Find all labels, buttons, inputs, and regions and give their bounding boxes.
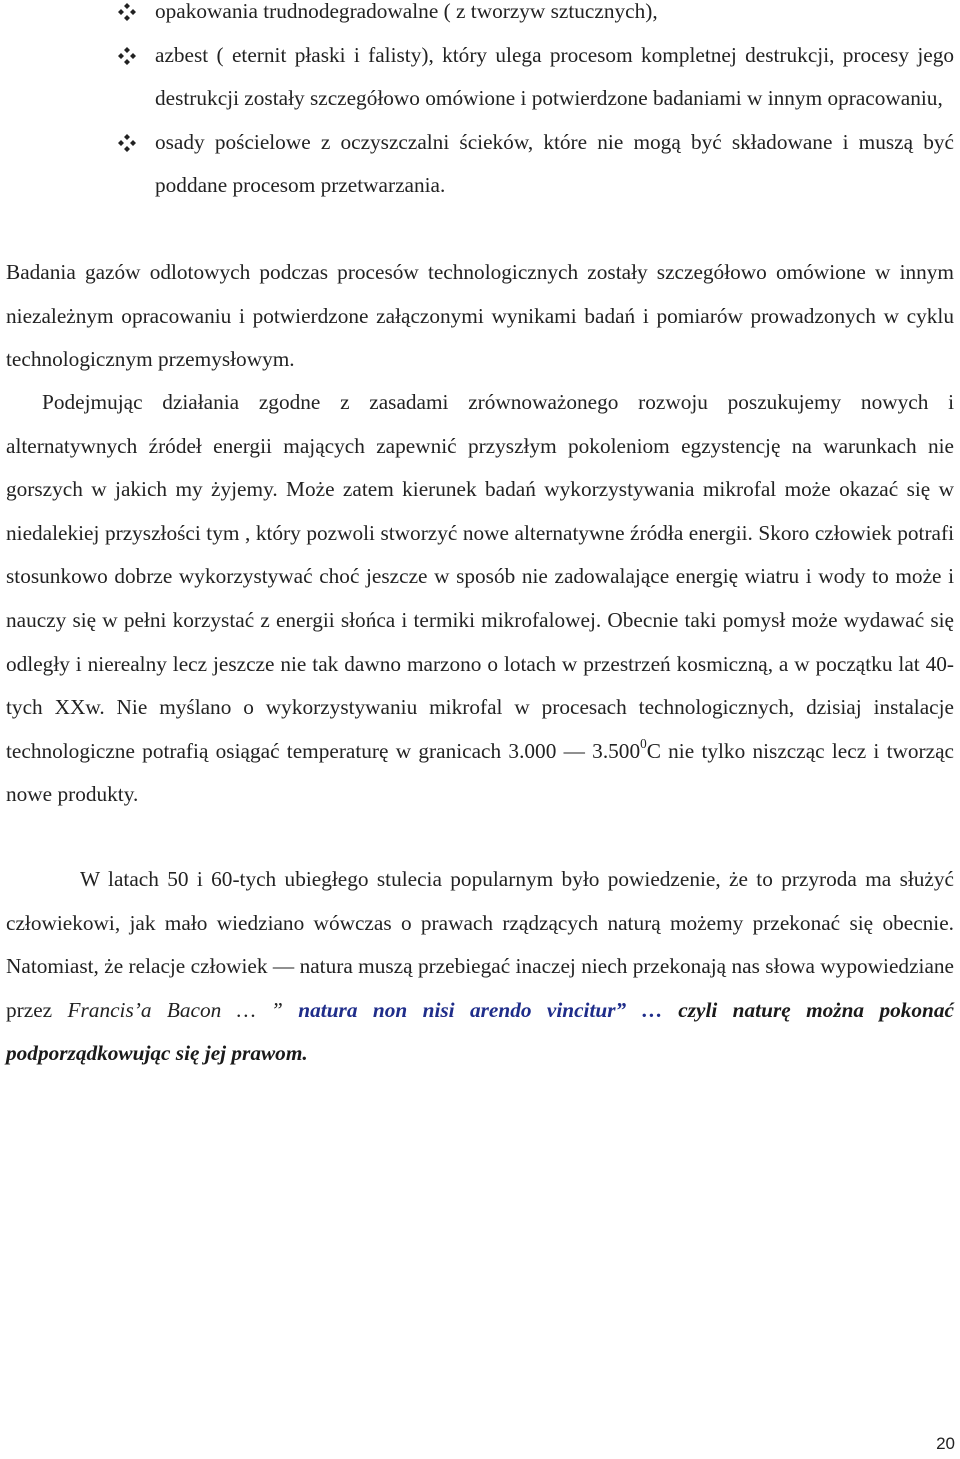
list-item [118,0,954,34]
four-diamond-bullet-icon [118,3,136,21]
latin-quote: natura non nisi arendo vincitur” … [298,997,663,1022]
four-diamond-bullet-icon [118,134,136,152]
degree-superscript: 0 [640,735,647,751]
quote-translation: czyli naturę można pokonać podporządkowując się jej prawom. [6,997,955,1066]
paragraph-text-end: C nie tylko niszcząc lecz i tworząc nowe produkty. [6,738,954,807]
bullet-text: osady pościelowe z oczyszczalni ścieków, które nie mogą być składowane i muszą być poddane procesom przetwarzania. [155,129,954,197]
list-item [118,34,954,121]
four-diamond-bullet-icon [118,47,136,65]
paragraph-text: W latach 50 i 60-tych ubiegłego stulecia popularnym było powiedzenie, że to przyroda ma służyć człowiekowi, jak mało wiedziano wówczas o prawach rządzących naturą możemy przekonać się obecnie. Natomiast, że relacje człowiek — natura muszą przebiegać inaczej niech przekonają nas słowa wypowiedziane przez [6,867,954,1022]
bullet-list [118,0,954,208]
paragraph-text: Podejmując działania zgodne z zasadami zrównoważonego rozwoju poszukujemy nowych i alternatywnych źródeł energii mających zapewnić przyszłym pokoleniom egzystencję na warunkach nie gorszych w jakich my żyjemy. Może zatem kierunek badań wykorzystywania mikrofal może okazać się w niedalekiej przyszłości tym , który pozwoli stworzyć nowe alternatywne źródła energii. Skoro człowiek potrafi stosunkowo dobrze wykorzystywać choć jeszcze w sposób nie zadowalające energię wiatru i wody to może i nauczy się w pełni korzystać z energii słońca i termiki mikrofalowej. Obecnie taki pomysł może wydawać się odległy i nierealny lecz jeszcze nie tak dawno marzono o lotach w przestrzeń kosmiczną, a w początku lat 40-tych XXw. Nie myślano o wykorzystywaniu mikrofal w procesach technologicznych, dzisiaj instalacje technologiczne potrafią osiągać temperaturę w granicach 3.000 — 3.500 [6,390,954,763]
quote-author: Francis’a Bacon … ” [67,997,283,1022]
list-item [118,121,954,208]
page-number: 20 [936,1434,955,1453]
bullet-text: azbest ( eternit płaski i falisty), który ulega procesom kompletnej destrukcji, procesy jego destrukcji zostały szczegółowo omówione i potwierdzone badaniami w innym opracowaniu, [155,42,954,110]
bullet-text: opakowania trudnodegradowalne ( z tworzyw sztucznych), [155,0,658,23]
paragraph-nature-quote [6,858,954,1076]
paragraph-sustainable-development [6,381,954,817]
paragraph-exhaust-gases: Badania gazów odlotowych podczas procesów technologicznych zostały szczegółowo omówione w innym niezależnym opracowaniu i potwierdzone załączonymi wynikami badań i pomiarów prowadzonych w cyklu technologicznym przemysłowym. [6,260,954,372]
